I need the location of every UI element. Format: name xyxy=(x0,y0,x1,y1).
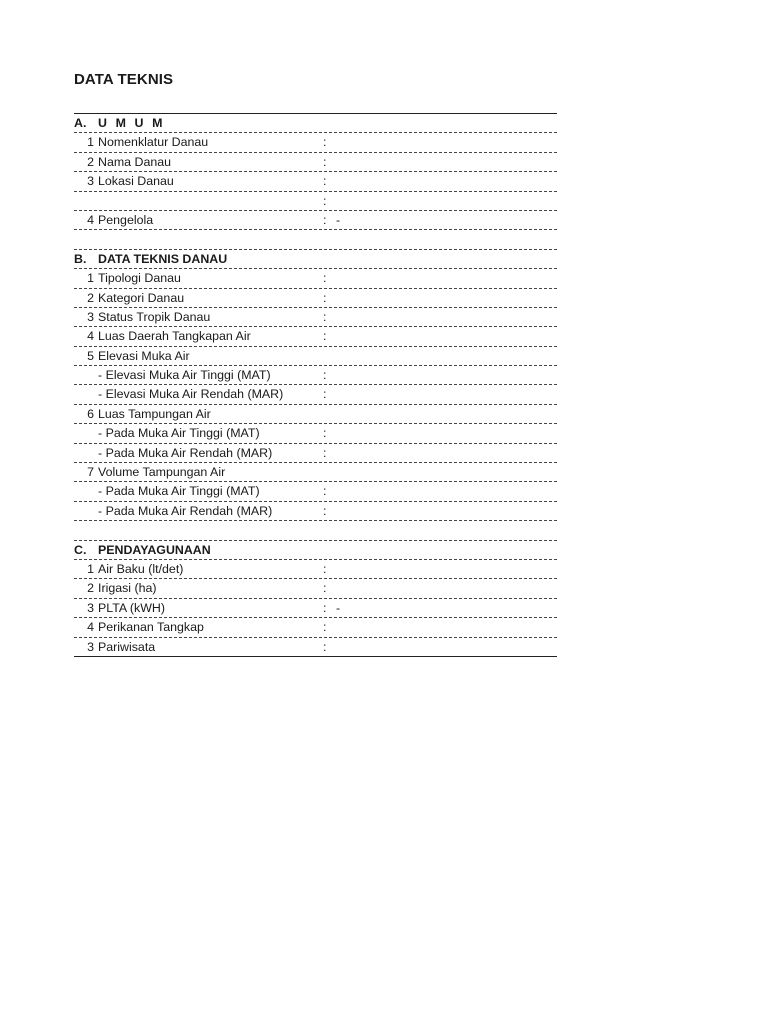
row-label: Elevasi Muka Air xyxy=(98,348,190,363)
row-label: - Pada Muka Air Tinggi (MAT) xyxy=(98,426,260,441)
table-row xyxy=(74,211,557,230)
row-colon: : xyxy=(323,309,327,324)
row-number: 3 xyxy=(87,174,94,189)
row-colon: : xyxy=(323,329,327,344)
data-table xyxy=(74,113,557,657)
table-row xyxy=(74,366,557,385)
row-colon: : xyxy=(323,426,327,441)
row-value: - xyxy=(336,212,341,227)
row-colon: : xyxy=(323,368,327,383)
row-label: Luas Daerah Tangkapan Air xyxy=(98,329,251,344)
row-number: 1 xyxy=(87,135,94,150)
table-row xyxy=(74,599,557,618)
row-colon: : xyxy=(323,271,327,286)
row-number: 4 xyxy=(87,212,94,227)
row-value: - xyxy=(336,600,341,615)
row-label: - Pada Muka Air Rendah (MAR) xyxy=(98,445,273,460)
row-label: Volume Tampungan Air xyxy=(98,465,226,480)
row-colon: : xyxy=(323,484,327,499)
row-colon: : xyxy=(323,581,327,596)
row-colon: : xyxy=(323,212,327,227)
row-number: 6 xyxy=(87,406,94,421)
row-label: Pariwisata xyxy=(98,639,156,654)
section-header-row xyxy=(74,114,557,133)
row-label: - Pada Muka Air Tinggi (MAT) xyxy=(98,484,260,499)
section-letter: B. xyxy=(74,251,87,266)
row-label: - Elevasi Muka Air Tinggi (MAT) xyxy=(98,368,271,383)
table-row xyxy=(74,424,557,443)
row-label: Luas Tampungan Air xyxy=(98,406,211,421)
row-colon: : xyxy=(323,193,327,208)
table-row xyxy=(74,327,557,346)
row-label: Air Baku (lt/det) xyxy=(98,561,184,576)
section-title: U M U M xyxy=(98,116,166,130)
row-colon: : xyxy=(323,620,327,635)
table-row xyxy=(74,618,557,637)
row-colon: : xyxy=(323,639,327,654)
row-label: Tipologi Danau xyxy=(98,271,181,286)
row-number: 2 xyxy=(87,154,94,169)
row-label: Nomenklatur Danau xyxy=(98,135,209,150)
row-label: - Elevasi Muka Air Rendah (MAR) xyxy=(98,387,284,402)
table-row xyxy=(74,308,557,327)
row-label: Irigasi (ha) xyxy=(98,581,157,596)
row-number: 7 xyxy=(87,465,94,480)
table-row xyxy=(74,502,557,521)
row-number: 2 xyxy=(87,290,94,305)
table-row xyxy=(74,385,557,404)
table-row xyxy=(74,638,557,657)
section-title: PENDAYAGUNAAN xyxy=(98,542,211,557)
row-number: 1 xyxy=(87,271,94,286)
table-row xyxy=(74,463,557,482)
row-colon: : xyxy=(323,445,327,460)
row-colon: : xyxy=(323,135,327,150)
row-number: 4 xyxy=(87,329,94,344)
row-number: 3 xyxy=(87,600,94,615)
table-row xyxy=(74,269,557,288)
row-label: PLTA (kWH) xyxy=(98,600,165,615)
row-label: Perikanan Tangkap xyxy=(98,620,204,635)
row-number: 5 xyxy=(87,348,94,363)
row-number: 3 xyxy=(87,309,94,324)
row-label: Lokasi Danau xyxy=(98,174,174,189)
row-label: Kategori Danau xyxy=(98,290,185,305)
row-colon: : xyxy=(323,387,327,402)
row-label: - Pada Muka Air Rendah (MAR) xyxy=(98,503,273,518)
table-row xyxy=(74,172,557,191)
section-header-row xyxy=(74,541,557,560)
section-letter: A. xyxy=(74,116,87,130)
table-row xyxy=(74,153,557,172)
section-header-row xyxy=(74,250,557,269)
section-title: DATA TEKNIS DANAU xyxy=(98,251,228,266)
table-row xyxy=(74,482,557,501)
row-colon: : xyxy=(323,290,327,305)
row-number: 1 xyxy=(87,561,94,576)
row-label: Pengelola xyxy=(98,212,154,227)
table-row xyxy=(74,192,557,211)
row-number: 3 xyxy=(87,639,94,654)
row-label: Nama Danau xyxy=(98,154,172,169)
table-row xyxy=(74,579,557,598)
table-row xyxy=(74,347,557,366)
row-colon: : xyxy=(323,600,327,615)
document-title: DATA TEKNIS xyxy=(74,71,174,88)
row-colon: : xyxy=(323,174,327,189)
row-colon: : xyxy=(323,154,327,169)
row-number: 2 xyxy=(87,581,94,596)
section-letter: C. xyxy=(74,542,87,557)
table-row xyxy=(74,405,557,424)
row-number: 4 xyxy=(87,620,94,635)
table-row xyxy=(74,444,557,463)
table-row xyxy=(74,133,557,152)
row-label: Status Tropik Danau xyxy=(98,309,211,324)
row-colon: : xyxy=(323,503,327,518)
blank-row xyxy=(74,521,557,540)
table-row xyxy=(74,289,557,308)
blank-row xyxy=(74,230,557,249)
row-colon: : xyxy=(323,561,327,576)
table-row xyxy=(74,560,557,579)
